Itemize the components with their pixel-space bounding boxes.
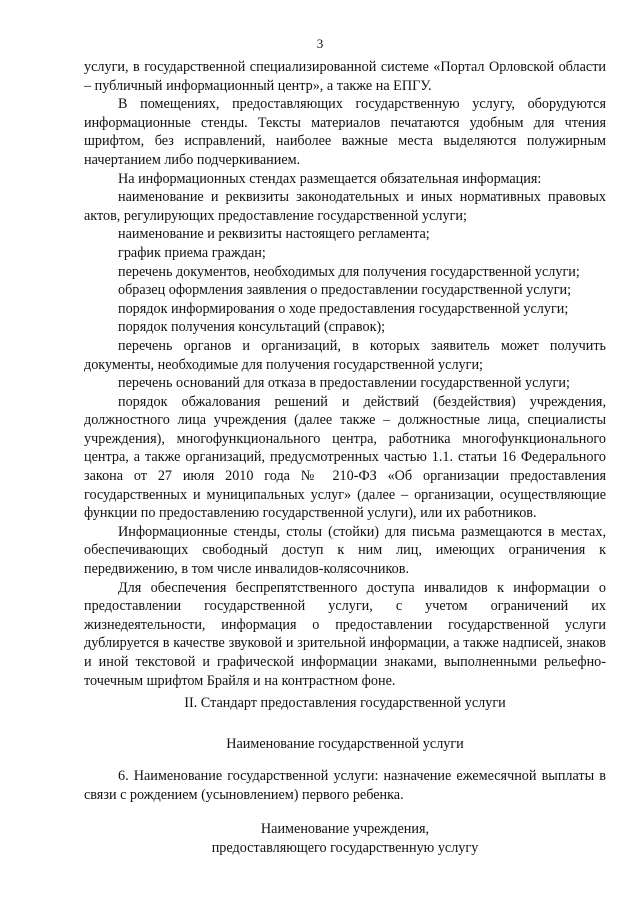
list-item: порядок информирования о ходе предоставления государственной услуги;: [118, 300, 569, 317]
paragraph: В помещениях, предоставляющих государственную услугу, оборудуются информационные стенды. Тексты материалов печатаются удобным для чтения шрифтом, без исправлений, наиболее важные места выделяются полужирным начертанием либо подчеркиванием.: [84, 96, 606, 168]
paragraph: Для обеспечения беспрепятственного доступа инвалидов к информации о предоставлении государственной услуги, с учетом ограничений их жизнедеятельности, информация о предоставлении государственной услуги дублируется в качестве звуковой и зрительной информации, а также надписей, знаков и иной текстовой и графической информации знаками, выполненными рельефно-точечным шрифтом Брайля и на контрастном фоне.: [84, 579, 606, 689]
list-item: наименование и реквизиты законодательных и иных нормативных правовых актов, регулирующих предоставление государственной услуги;: [84, 189, 606, 224]
list-item: порядок получения консультаций (справок);: [118, 319, 386, 336]
paragraph: услуги, в государственной специализированной системе «Портал Орловской области – публичный информационный центр», а также на ЕПГУ.: [84, 59, 606, 94]
paragraph: Информационные стенды, столы (стойки) для письма размещаются в местах, обеспечивающих свободный доступ к ним лиц, имеющих ограничения к передвижению, в том числе инвалидов-колясочников.: [84, 523, 606, 578]
paragraph: На информационных стендах размещается обязательная информация:: [118, 170, 542, 187]
subsection-heading-service-name: Наименование государственной услуги: [226, 736, 464, 752]
institution-heading-line-2: предоставляющего государственную услугу: [211, 839, 479, 856]
paragraph-6: 6. Наименование государственной услуги: назначение ежемесячной выплаты в связи с рождением (усыновлением) первого ребенка.: [84, 768, 606, 803]
list-item: перечень документов, необходимых для получения государственной услуги;: [118, 263, 580, 280]
page-number: 3: [316, 36, 324, 51]
list-item: порядок обжалования решений и действий (бездействия) учреждения, должностного лица учреждения (далее также – должностные лица, специалисты учреждения), многофункционального центра, работника многофункционального центра, а также организаций, предусмотренных частью 1.1. статьи 16 Федерального закона от 27 июля 2010 года № 210-ФЗ «Об организации предоставления государственных и муниципальных услуг» (далее – организации, осуществляющие функции по предоставлению государственной услуги), или их работников.: [84, 393, 606, 522]
subsection-heading-institution: [84, 820, 606, 857]
list-item: график приема граждан;: [118, 244, 266, 261]
list-item: перечень органов и организаций, в которых заявитель может получить документы, необходимые для получения государственной услуги;: [84, 337, 606, 373]
institution-heading-line-1: Наименование учреждения,: [260, 821, 430, 837]
body-text: [84, 58, 606, 690]
section-heading: II. Стандарт предоставления государственной услуги: [184, 695, 506, 711]
list-item: образец оформления заявления о предоставлении государственной услуги;: [118, 282, 572, 299]
list-item: наименование и реквизиты настоящего регламента;: [118, 226, 430, 243]
list-item: перечень оснований для отказа в предоставлении государственной услуги;: [118, 375, 570, 392]
